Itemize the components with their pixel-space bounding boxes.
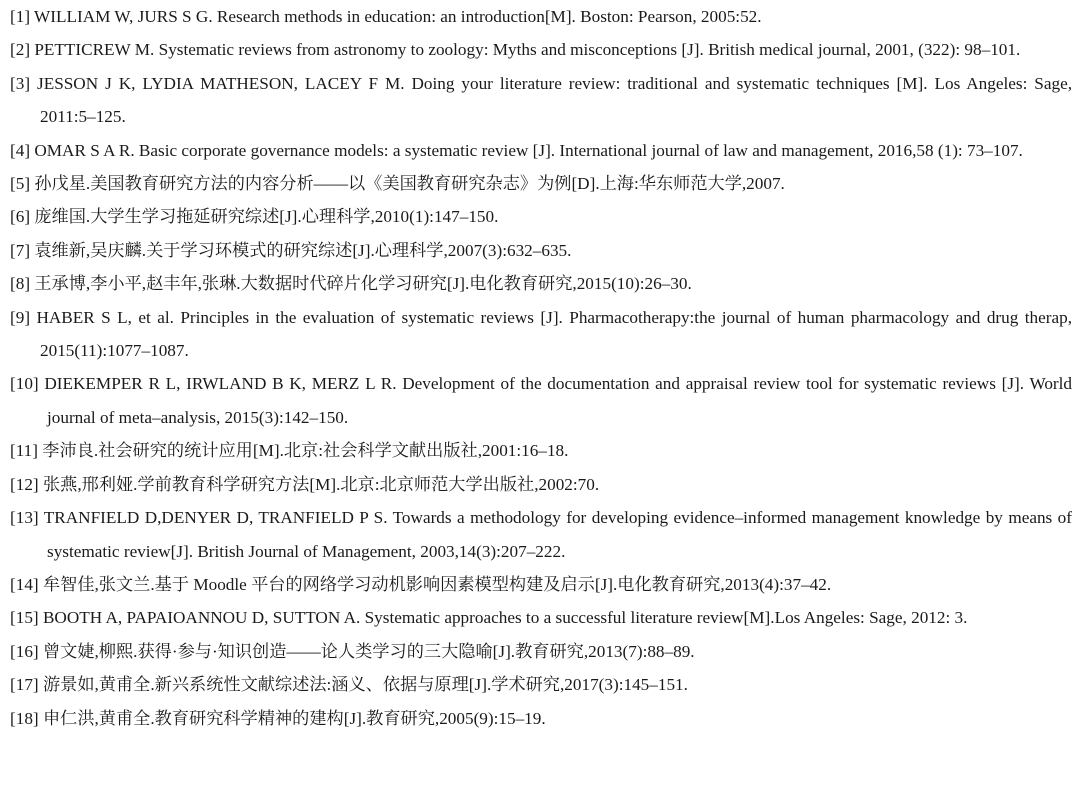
reference-item bbox=[10, 301, 1072, 368]
reference-item bbox=[10, 0, 1072, 33]
reference-text: 曾文婕,柳熙.获得·参与·知识创造——论人类学习的三大隐喻[J].教育研究,2013(7):88–89. bbox=[42, 641, 695, 661]
reference-item bbox=[10, 434, 1072, 467]
reference-item bbox=[10, 67, 1072, 134]
reference-item bbox=[10, 702, 1072, 735]
reference-item bbox=[10, 601, 1072, 634]
reference-number: [1] bbox=[10, 7, 31, 26]
reference-item bbox=[10, 200, 1072, 233]
reference-text: DIEKEMPER R L, IRWLAND B K, MERZ L R. Development of the documentation and appraisal review tool for systematic reviews [J]. World journal of meta–analysis, 2015(3):142–150. bbox=[44, 374, 1073, 427]
reference-text: WILLIAM W, JURS S G. Research methods in education: an introduction[M]. Boston: Pearson, 2005:52. bbox=[34, 7, 762, 26]
reference-item bbox=[10, 501, 1072, 568]
reference-text: OMAR S A R. Basic corporate governance models: a systematic review [J]. International journal of law and management, 2016,58 (1): 73–107. bbox=[34, 140, 1023, 160]
reference-item bbox=[10, 167, 1072, 200]
reference-item bbox=[10, 668, 1072, 701]
reference-number: [12] bbox=[10, 474, 39, 494]
reference-number: [2] bbox=[10, 40, 31, 60]
reference-number: [5] bbox=[10, 174, 31, 194]
reference-item bbox=[10, 367, 1072, 434]
reference-number: [9] bbox=[10, 307, 31, 327]
reference-number: [4] bbox=[10, 140, 31, 160]
reference-number: [7] bbox=[10, 240, 31, 260]
reference-number: [3] bbox=[10, 73, 31, 93]
reference-text: 孙戊星.美国教育研究方法的内容分析——以《美国教育研究杂志》为例[D].上海:华东师范大学,2007. bbox=[34, 174, 785, 194]
reference-number: [15] bbox=[10, 608, 39, 628]
reference-text: HABER S L, et al. Principles in the evaluation of systematic reviews [J]. Pharmacotherapy:the journal of human pharmacology and drug therap, 2015(11):1077–1087. bbox=[36, 307, 1072, 361]
reference-text: 王承博,李小平,赵丰年,张琳.大数据时代碎片化学习研究[J].电化教育研究,2015(10):26–30. bbox=[34, 274, 692, 294]
reference-number: [17] bbox=[10, 675, 39, 695]
reference-number: [10] bbox=[10, 374, 39, 394]
reference-item bbox=[10, 33, 1072, 66]
reference-text: TRANFIELD D,DENYER D, TRANFIELD P S. Towards a methodology for developing evidence–informed management knowledge by means of systematic review[J]. British Journal of Management, 2003,14(3):207–222. bbox=[43, 508, 1072, 561]
reference-text: 游景如,黄甫全.新兴系统性文献综述法:涵义、依据与原理[J].学术研究,2017(3):145–151. bbox=[42, 675, 688, 695]
reference-item bbox=[10, 234, 1072, 267]
reference-item bbox=[10, 134, 1072, 167]
reference-number: [8] bbox=[10, 274, 31, 294]
reference-text: 庞维国.大学生学习拖延研究综述[J].心理科学,2010(1):147–150. bbox=[34, 207, 499, 227]
reference-text: PETTICREW M. Systematic reviews from astronomy to zoology: Myths and misconceptions [J]. British medical journal, 2001, (322): 98–101. bbox=[34, 40, 1021, 60]
reference-item bbox=[10, 568, 1072, 601]
reference-text: 申仁洪,黄甫全.教育研究科学精神的建构[J].教育研究,2005(9):15–19. bbox=[42, 708, 546, 728]
reference-number: [14] bbox=[10, 574, 39, 594]
reference-number: [13] bbox=[10, 508, 39, 528]
reference-number: [6] bbox=[10, 207, 31, 227]
reference-text: BOOTH A, PAPAIOANNOU D, SUTTON A. Systematic approaches to a successful literature review[M].Los Angeles: Sage, 2012: 3. bbox=[42, 608, 968, 628]
reference-item bbox=[10, 635, 1072, 668]
reference-text: 袁维新,吴庆麟.关于学习环模式的研究综述[J].心理科学,2007(3):632–635. bbox=[34, 240, 572, 260]
reference-number: [16] bbox=[10, 641, 39, 661]
reference-number: [18] bbox=[10, 708, 39, 728]
reference-item bbox=[10, 267, 1072, 300]
reference-text: 李沛良.社会研究的统计应用[M].北京:社会科学文献出版社,2001:16–18. bbox=[42, 441, 569, 461]
reference-number: [11] bbox=[10, 441, 38, 461]
reference-list bbox=[10, 0, 1072, 735]
reference-item bbox=[10, 468, 1072, 501]
reference-text: 张燕,邢利娅.学前教育科学研究方法[M].北京:北京师范大学出版社,2002:70. bbox=[42, 474, 600, 494]
reference-text: JESSON J K, LYDIA MATHESON, LACEY F M. Doing your literature review: traditional and systematic techniques [M]. Los Angeles: Sage, 2011:5–125. bbox=[37, 73, 1073, 127]
reference-text: 牟智佳,张文兰.基于 Moodle 平台的网络学习动机影响因素模型构建及启示[J].电化教育研究,2013(4):37–42. bbox=[42, 574, 832, 594]
